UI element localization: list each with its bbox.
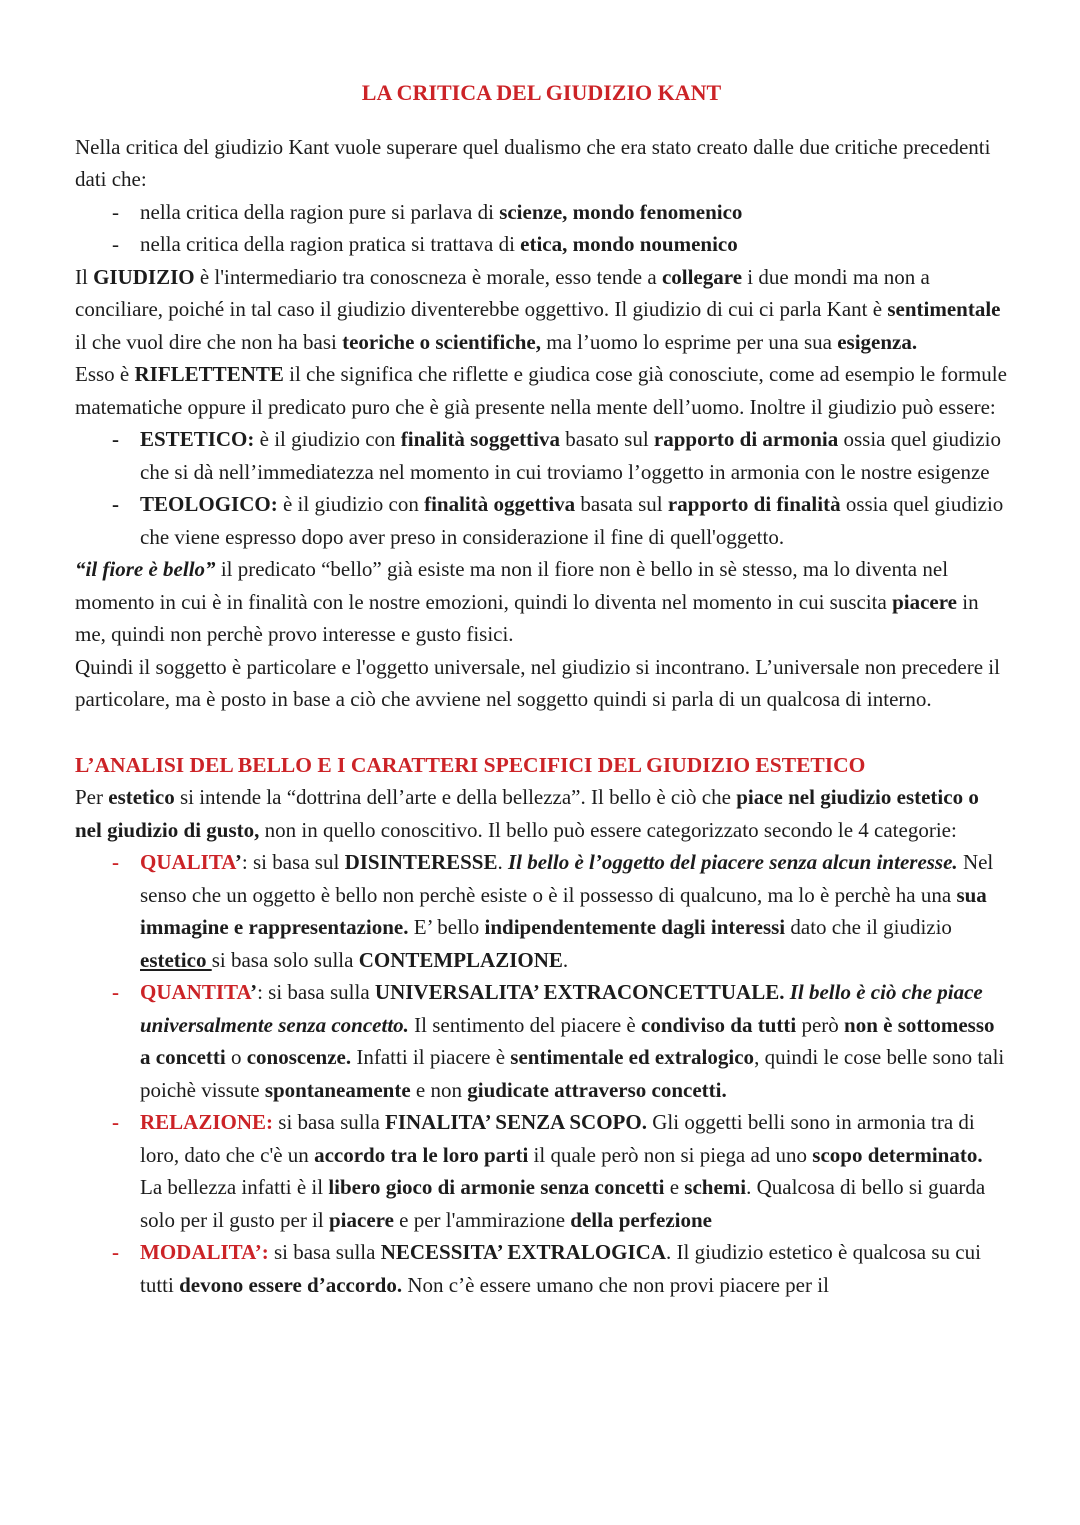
list-item-text: RELAZIONE: si basa sulla FINALITA’ SENZA SCOPO. Gli oggetti belli sono in armonia tra di loro, dato che c'è un accordo tra le loro parti il quale però non si piega ad uno scopo determinato. La bellezza infatti è il libero gioco di armonie senza concetti e schemi. Qualcosa di bello si guarda solo per il gusto per il piacere e per l'ammirazione della perfezione: [140, 1110, 986, 1232]
list-item-text: ESTETICO: è il giudizio con finalità soggettiva basato sul rapporto di armonia ossia quel giudizio che si dà nell’immediatezza nel momento in cui troviamo l’oggetto in armonia con le nostre esigenze: [140, 427, 1001, 484]
document-title: LA CRITICA DEL GIUDIZIO KANT: [361, 80, 722, 105]
list-item-text: QUANTITA’: si basa sulla UNIVERSALITA’ EXTRACONCETTUALE. Il bello è ciò che piace universalmente senza concetto. Il sentimento del piacere è condiviso da tutti però non è sottomesso a concetti o conoscenze. Infatti il piacere è sentimentale ed extralogico, quindi le cose belle sono tali poichè vissute spontaneamente e non giudicate attraverso concetti.: [140, 980, 1005, 1102]
list-item-text: nella critica della ragion pratica si trattava di etica, mondo noumenico: [140, 232, 738, 256]
list-item-text: QUALITA’: si basa sul DISINTERESSE. Il bello è l’oggetto del piacere senza alcun interesse. Nel senso che un oggetto è bello non perchè esiste o è il possesso di qualcuno, ma lo è perchè ha una sua immagine e rappresentazione. E’ bello indipendentemente dagli interessi dato che il giudizio estetico si basa solo sulla CONTEMPLAZIONE.: [140, 850, 994, 972]
list-item-ragion-pura: [75, 196, 1008, 229]
bullet-dash-icon: -: [112, 199, 119, 224]
bullet-dash-icon: -: [112, 1110, 119, 1134]
bullet-dash-icon: -: [112, 980, 119, 1004]
list-item-modalita: [75, 1236, 1008, 1301]
paragraph-fiore: “il fiore è bello” il predicato “bello” già esiste ma non il fiore non è bello in sè stesso, ma lo diventa nel momento in cui è in finalità con le nostre emozioni, quindi lo diventa nel momento in cui suscita piacere in me, quindi non perchè provo interesse e gusto fisici.: [75, 557, 979, 646]
paragraph-soggetto: Quindi il soggetto è particolare e l'oggetto universale, nel giudizio si incontrano. L’universale non precedere il particolare, ma è posto in base a ciò che avviene nel soggetto quindi si parla di un qualcosa di interno.: [75, 654, 1000, 711]
list-item-qualita: [75, 846, 1008, 976]
list-item-text: nella critica della ragion pure si parlava di scienze, mondo fenomenico: [140, 199, 743, 224]
bullet-list-tipi-giudizio: [75, 423, 1008, 553]
bullet-list-critiche: [75, 196, 1008, 261]
list-item-text: MODALITA’: si basa sulla NECESSITA’ EXTRALOGICA. Il giudizio estetico è qualcosa su cui tutti devono essere d’accordo. Non c’è essere umano che non provi piacere per il: [140, 1240, 981, 1297]
bullet-dash-icon: -: [112, 1240, 119, 1264]
bullet-dash-icon: -: [112, 427, 119, 451]
paragraph-riflettente: Esso è RIFLETTENTE il che significa che riflette e giudica cose già conosciute, come ad esempio le formule matematiche oppure il predicato puro che è già presente nella mente dell’uomo. Inoltre il giudizio può essere:: [75, 362, 1007, 419]
bullet-list-categorie: [75, 846, 1008, 1301]
bullet-dash-icon: -: [112, 492, 119, 516]
section-heading-analisi-del-bello: L’ANALISI DEL BELLO E I CARATTERI SPECIFICI DEL GIUDIZIO ESTETICO: [75, 752, 866, 777]
list-item-text: TEOLOGICO: è il giudizio con finalità oggettiva basata sul rapporto di finalità ossia quel giudizio che viene espresso dopo aver preso in considerazione il fine di quell'oggetto.: [140, 492, 1004, 549]
bullet-dash-icon: -: [112, 232, 119, 256]
list-item-relazione: [75, 1106, 1008, 1236]
list-item-quantita: [75, 976, 1008, 1106]
bullet-dash-icon: -: [112, 850, 119, 874]
paragraph-intro: Nella critica del giudizio Kant vuole superare quel dualismo che era stato creato dalle due critiche precedenti dati che:: [75, 134, 991, 191]
list-item-ragion-pratica: [75, 228, 1008, 261]
list-item-estetico: [75, 423, 1008, 488]
list-item-teologico: [75, 488, 1008, 553]
paragraph-giudizio: Il GIUDIZIO è l'intermediario tra conoscneza è morale, esso tende a collegare i due mondi ma non a conciliare, poiché in tal caso il giudizio diventerebbe oggettivo. Il giudizio di cui ci parla Kant è sentimentale il che vuol dire che non ha basi teoriche o scientifiche, ma l’uomo lo esprime per una sua esigenza.: [75, 264, 1001, 354]
paragraph-estetico-def: Per estetico si intende la “dottrina dell’arte e della bellezza”. Il bello è ciò che piace nel giudizio estetico o nel giudizio di gusto, non in quello conoscitivo. Il bello può essere categorizzato secondo le 4 categorie:: [75, 785, 979, 842]
